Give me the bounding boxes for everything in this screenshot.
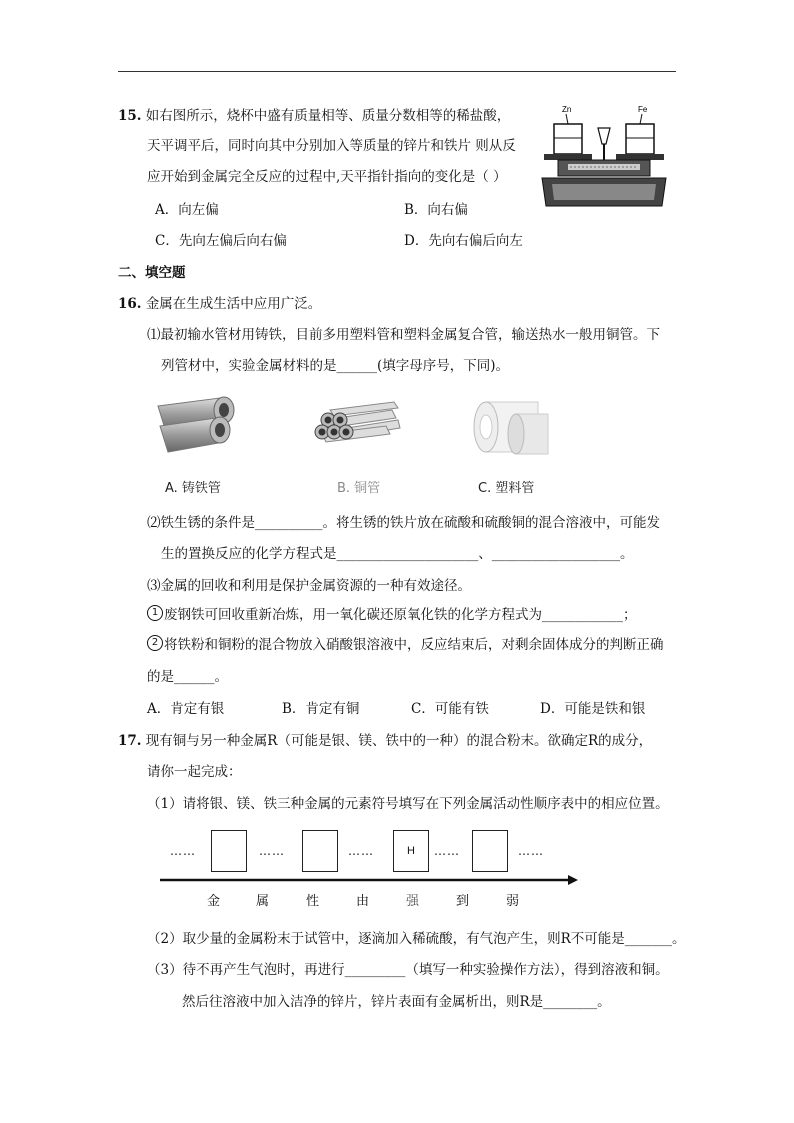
q16-option-d: D．可能是铁和银 <box>540 701 646 717</box>
section-fill-in-title: 二、填空题 <box>118 265 186 281</box>
q15-option-c: C．先向左偏后向右偏 <box>155 233 287 249</box>
q16-part3-intro: ⑶金属的回收和利用是保护金属资源的一种有效途径。 <box>147 578 471 594</box>
pipe-caption-b: B. 铜管 <box>337 481 381 496</box>
balance-pointer <box>598 128 610 144</box>
plastic-pipe-image <box>466 392 556 462</box>
q15-option-d: D．先向右偏后向左 <box>404 233 523 249</box>
q16-part1-text-2: 列管材中，实验金属材料的是______(填字母序号，下同)。 <box>161 358 510 374</box>
q16-part3-sub2 <box>147 633 664 653</box>
q16-part2-text-2: 生的置换反应的化学方程式是_____________________、___________________。 <box>161 546 634 562</box>
balance-right-label: Fe <box>638 105 648 114</box>
scale-char-2: 属 <box>256 894 270 909</box>
q17-part1: （1）请将银、镁、铁三种金属的元素符号填写在下列金属活动性顺序表中的相应位置。 <box>147 796 669 812</box>
series-hydrogen-box: H <box>393 830 429 872</box>
scale-char-6: 到 <box>456 894 470 909</box>
q15-text-3: 应开始到金属完全反应的过程中,天平指针指向的变化是（ ） <box>147 169 507 185</box>
balance-illustration <box>538 100 668 210</box>
q16-part3-sub2-text-1: 将铁粉和铜粉的混合物放入硝酸银溶液中，反应结束后，对剩余固体成分的判断正确 <box>164 637 664 653</box>
left-pan <box>544 154 592 160</box>
circled-number-2: 2 <box>147 635 163 651</box>
q17-part3-text-1: （3）待不再产生气泡时，再进行_________（填写一种实验操作方法），得到溶液和铜。 <box>147 962 669 978</box>
scale-char-4: 由 <box>356 894 370 909</box>
q16-part2-text-1: ⑵铁生锈的条件是__________。将生锈的铁片放在硫酸和硫酸铜的混合溶液中，可能发 <box>147 515 660 531</box>
pipe-caption-c: C. 塑料管 <box>478 481 535 496</box>
q16-intro: 金属在生成生活中应用广泛。 <box>145 296 322 312</box>
left-beaker <box>554 124 582 154</box>
q17-text-1: 现有铜与另一种金属R（可能是银、镁、铁中的一种）的混合粉末。欲确定R的成分， <box>145 733 653 749</box>
q16-part1-text-1: ⑴最初输水管材用铸铁，目前多用塑料管和塑料金属复合管，输送热水一般用铜管。下 <box>147 327 660 343</box>
q16-number: 16. <box>118 296 142 312</box>
q17-part3-text-2: 然后往溶液中加入洁净的锌片，锌片表面有金属析出，则R是________。 <box>182 994 611 1010</box>
q16-option-b: B．肯定有铜 <box>282 701 360 717</box>
cast-iron-pipe-image <box>150 392 245 457</box>
pipe-caption-a: A. 铸铁管 <box>165 481 221 496</box>
series-dots-3: …… <box>348 844 374 858</box>
q16-part3-sub2-text-2: 的是______。 <box>147 669 228 685</box>
q17-text-2: 请你一起完成： <box>147 764 242 780</box>
scale-char-1: 金 <box>207 894 221 909</box>
right-beaker <box>626 124 654 154</box>
circled-number-1: 1 <box>147 605 163 621</box>
header-rule <box>118 71 676 72</box>
q16-option-c: C．可能有铁 <box>411 701 489 717</box>
series-dots-2: …… <box>259 844 285 858</box>
series-blank-box-2 <box>302 830 338 872</box>
copper-pipe-image <box>312 398 402 458</box>
series-blank-box-1 <box>211 830 247 872</box>
balance-left-label: Zn <box>562 105 572 114</box>
q15-option-a: A．向左偏 <box>155 202 219 218</box>
q17-part2: （2）取少量的金属粉末于试管中，逐滴加入稀硫酸，有气泡产生，则R不可能是_______。 <box>147 931 686 947</box>
activity-arrow <box>160 874 580 886</box>
q16-part3-sub1 <box>147 603 637 623</box>
q15-option-b: B．向右偏 <box>404 202 468 218</box>
q16-part3-sub1-text: 废钢铁可回收重新冶炼，用一氧化碳还原氧化铁的化学方程式为____________； <box>164 607 637 623</box>
scale-char-7: 弱 <box>506 894 520 909</box>
q15-number: 15. <box>118 108 142 124</box>
series-blank-box-3 <box>472 830 508 872</box>
q15-text-2: 天平调平后，同时向其中分别加入等质量的锌片和铁片 则从反 <box>147 138 516 154</box>
q15-line1 <box>118 104 510 124</box>
q17-line1 <box>118 729 652 749</box>
q17-number: 17. <box>118 733 142 749</box>
right-pan <box>616 154 664 160</box>
series-dots-1: …… <box>170 844 196 858</box>
q16-intro-line <box>118 292 321 312</box>
q16-option-a: A．肯定有银 <box>147 701 225 717</box>
q15-text-1: 如右图所示，烧杯中盛有质量相等、质量分数相等的稀盐酸， <box>145 108 511 124</box>
scale-char-5: 强 <box>406 894 420 909</box>
series-dots-4: …… <box>434 844 460 858</box>
series-dots-5: …… <box>518 844 544 858</box>
scale-char-3: 性 <box>306 894 320 909</box>
